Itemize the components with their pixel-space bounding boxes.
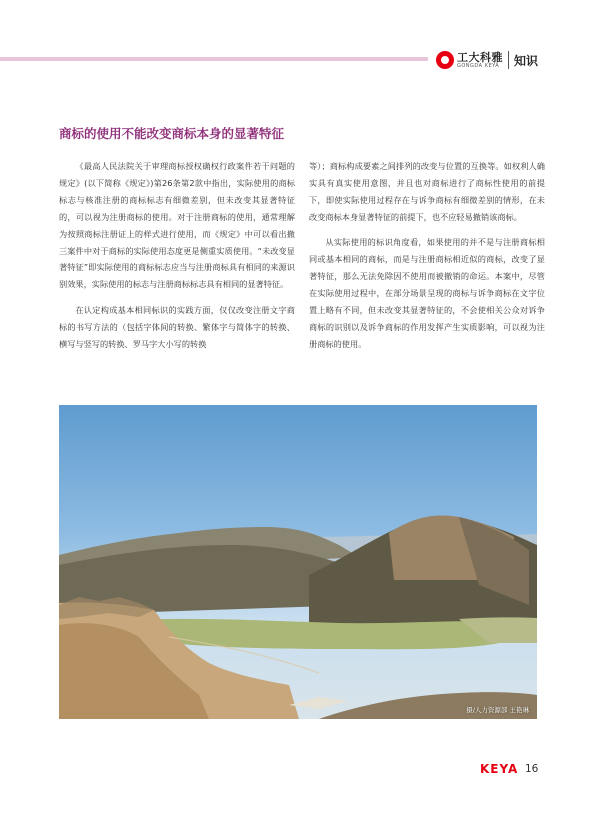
section-label: 知识 <box>514 53 539 68</box>
company-logo-text <box>457 52 503 69</box>
company-logo-icon <box>436 51 454 69</box>
paragraph: 《最高人民法院关于审理商标授权确权行政案件若干问题的规定》(以下简称《规定》)第26条第2款中指出，实际使用的商标标志与核准注册的商标标志有细微差别，但未改变其显著特征的，可以视为注册商标的使用。对于注册商标的使用，通常理解为按照商标注册证上的样式进行使用，而《规定》中可以看出撤三案件中对于商标的实际使用态度更是侧重实质使用。“未改变显著特征”即实际使用的商标标志应当与注册商标具有相同的来源识别效果，实际使用的标志与注册商标标志具有相同的显著特征。 <box>59 161 295 290</box>
photo-credit: 摄/人力资源部 王艳琳 <box>466 706 529 714</box>
logo-english-name: GONGDA KEYA <box>457 62 500 69</box>
page-number: 16 <box>525 763 539 775</box>
paragraph: 在认定构成基本相同标识的实践方面，仅仅改变注册文字商标的书写方法的（包括字体间的转换、繁体字与简体字的转换、横写与竖写的转换、罗马字大小写的转换 <box>59 304 295 349</box>
header-logo-group <box>436 49 538 71</box>
paragraph-continuation: 等）；商标构成要素之间排列的改变与位置的互换等。如权利人确实具有真实使用意图，并且也对商标进行了商标性使用的前提下，即使实际使用过程存在与诉争商标有细微差别的情形，在未改变商标本身显著特征的前提下，也不应轻易撤销该商标。 <box>309 161 545 222</box>
left-text-column <box>59 158 295 361</box>
header-decorative-bar <box>0 57 428 61</box>
footer-brand: KEYA <box>480 762 519 776</box>
article-heading: 商标的使用不能改变商标本身的显著特征 <box>59 126 285 141</box>
header-divider <box>508 51 509 69</box>
right-text-column <box>309 158 545 361</box>
landscape-photo <box>59 405 537 719</box>
landscape-illustration <box>59 405 537 719</box>
logo-chinese-name: 工大科雅 <box>457 50 503 64</box>
paragraph: 从实际使用的标识角度看，如果使用的并不是与注册商标相同或基本相同的商标，而是与注册商标相近似的商标，改变了显著特征，那么无法免除因不使用而被撤销的命运。本案中，尽管在实际使用过程中，在部分场景呈现的商标与诉争商标在文字位置上略有不同，但未改变其显著特征的，不会使相关公众对诉争商标的识别以及诉争商标的作用发挥产生实质影响，可以视为注册商标的使用。 <box>309 237 545 349</box>
